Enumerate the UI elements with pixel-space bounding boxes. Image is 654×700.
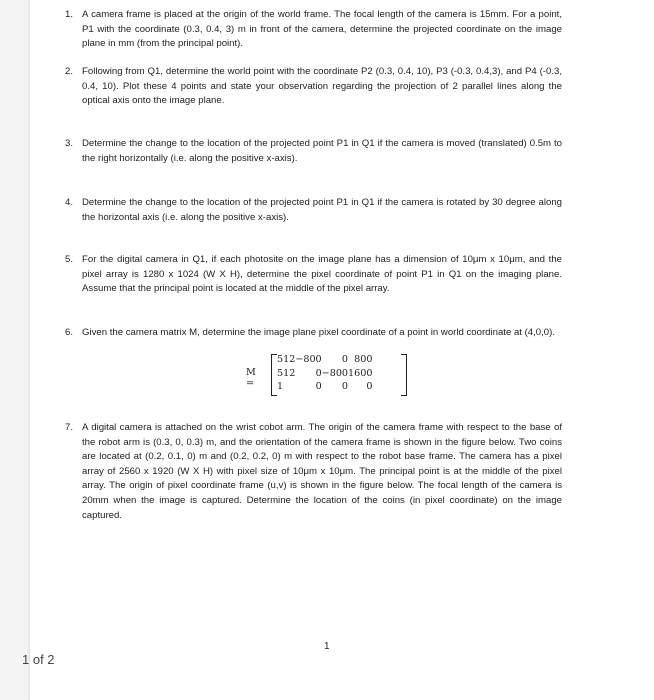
question-6 bbox=[65, 326, 562, 341]
matrix-right-bracket bbox=[401, 354, 407, 396]
question-7 bbox=[65, 421, 562, 523]
matrix-cell: 512 bbox=[277, 367, 296, 379]
question-number: 2. bbox=[65, 66, 74, 77]
matrix-cell: 1600 bbox=[348, 367, 373, 379]
page-number: 1 bbox=[324, 641, 330, 652]
matrix-cell: −800 bbox=[321, 367, 349, 379]
question-number: 1. bbox=[65, 9, 74, 20]
question-text: Determine the change to the location of the projected point P1 in Q1 if the camera is moved (translated) 0.5m to the right horizontally (i.e. along the positive x-axis). bbox=[82, 138, 562, 164]
question-3 bbox=[65, 137, 562, 166]
matrix-cell: 0 bbox=[341, 354, 349, 365]
question-text: Given the camera matrix M, determine the image plane pixel coordinate of a point in world coordinate at (4,0,0). bbox=[82, 327, 556, 338]
question-5 bbox=[65, 253, 562, 297]
matrix-table bbox=[274, 353, 372, 394]
question-text: Following from Q1, determine the world point with the coordinate P2 (0.3, 0.4, 10), P3 (-0.3, 0.4,3), and P4 (-0.3, 0.4, 10). Plot these 4 points and state your observation regarding the projection of 2 parallel lines along the optical axis onto the image plane. bbox=[82, 66, 562, 107]
matrix-cell: 512 bbox=[277, 354, 296, 365]
matrix-cell: 0 bbox=[341, 381, 349, 393]
question-1 bbox=[65, 8, 562, 52]
question-number: 5. bbox=[65, 254, 74, 265]
matrix-cell: −800 bbox=[295, 354, 322, 365]
question-4 bbox=[65, 196, 562, 225]
question-text: A digital camera is attached on the wrist cobot arm. The origin of the camera frame with respect to the base of the robot arm is (0.3, 0, 0.3) m, and the orientation of the camera frame is shown in the figure below. Two coins are located at (0.2, 0.1, 0) m and (0.2, 0.2, 0) m with respect to the robot base frame. The camera has a pixel array of 2560 x 1920 (W X H) with pixel size of 10μm x 10μm. The principal point is at the middle of the pixel array. The origin of pixel coordinate frame (u,v) is shown in the figure below. The focal length of the camera is 20mm when the image is captured. Determine the location of the coins (in pixel coordinate) on the image captured. bbox=[82, 422, 562, 521]
matrix-cell: 0 bbox=[366, 381, 373, 393]
question-number: 4. bbox=[65, 197, 74, 208]
question-text: Determine the change to the location of the projected point P1 in Q1 if the camera is rotated by 30 degree along the horizontal axis (i.e. along the positive x-axis). bbox=[82, 197, 562, 223]
question-number: 3. bbox=[65, 138, 74, 149]
matrix-label: M = bbox=[246, 367, 256, 389]
matrix-row bbox=[274, 380, 372, 394]
page-indicator: 1 of 2 bbox=[22, 652, 55, 667]
matrix-cell: 800 bbox=[354, 354, 373, 365]
matrix-cell: 0 bbox=[315, 367, 322, 379]
matrix-row bbox=[274, 353, 372, 367]
question-text: A camera frame is placed at the origin of the world frame. The focal length of the camera is 15mm. For a point, P1 with the coordinate (0.3, 0.4, 3) m in front of the camera, determine the projected coordinate on the image plane in mm (from the principal point). bbox=[82, 9, 562, 50]
question-2 bbox=[65, 65, 562, 109]
question-number: 7. bbox=[65, 422, 74, 433]
matrix-cell: 1 bbox=[277, 381, 284, 393]
matrix-cell: 0 bbox=[315, 381, 322, 393]
question-number: 6. bbox=[65, 327, 74, 338]
matrix-row bbox=[274, 367, 372, 381]
question-text: For the digital camera in Q1, if each photosite on the image plane has a dimension of 10μm x 10μm, and the pixel array is 1280 x 1024 (W X H), determine the pixel coordinate of point P1 in Q1 on the imaging plane. Assume that the principal point is located at the middle of the pixel array. bbox=[82, 254, 562, 295]
